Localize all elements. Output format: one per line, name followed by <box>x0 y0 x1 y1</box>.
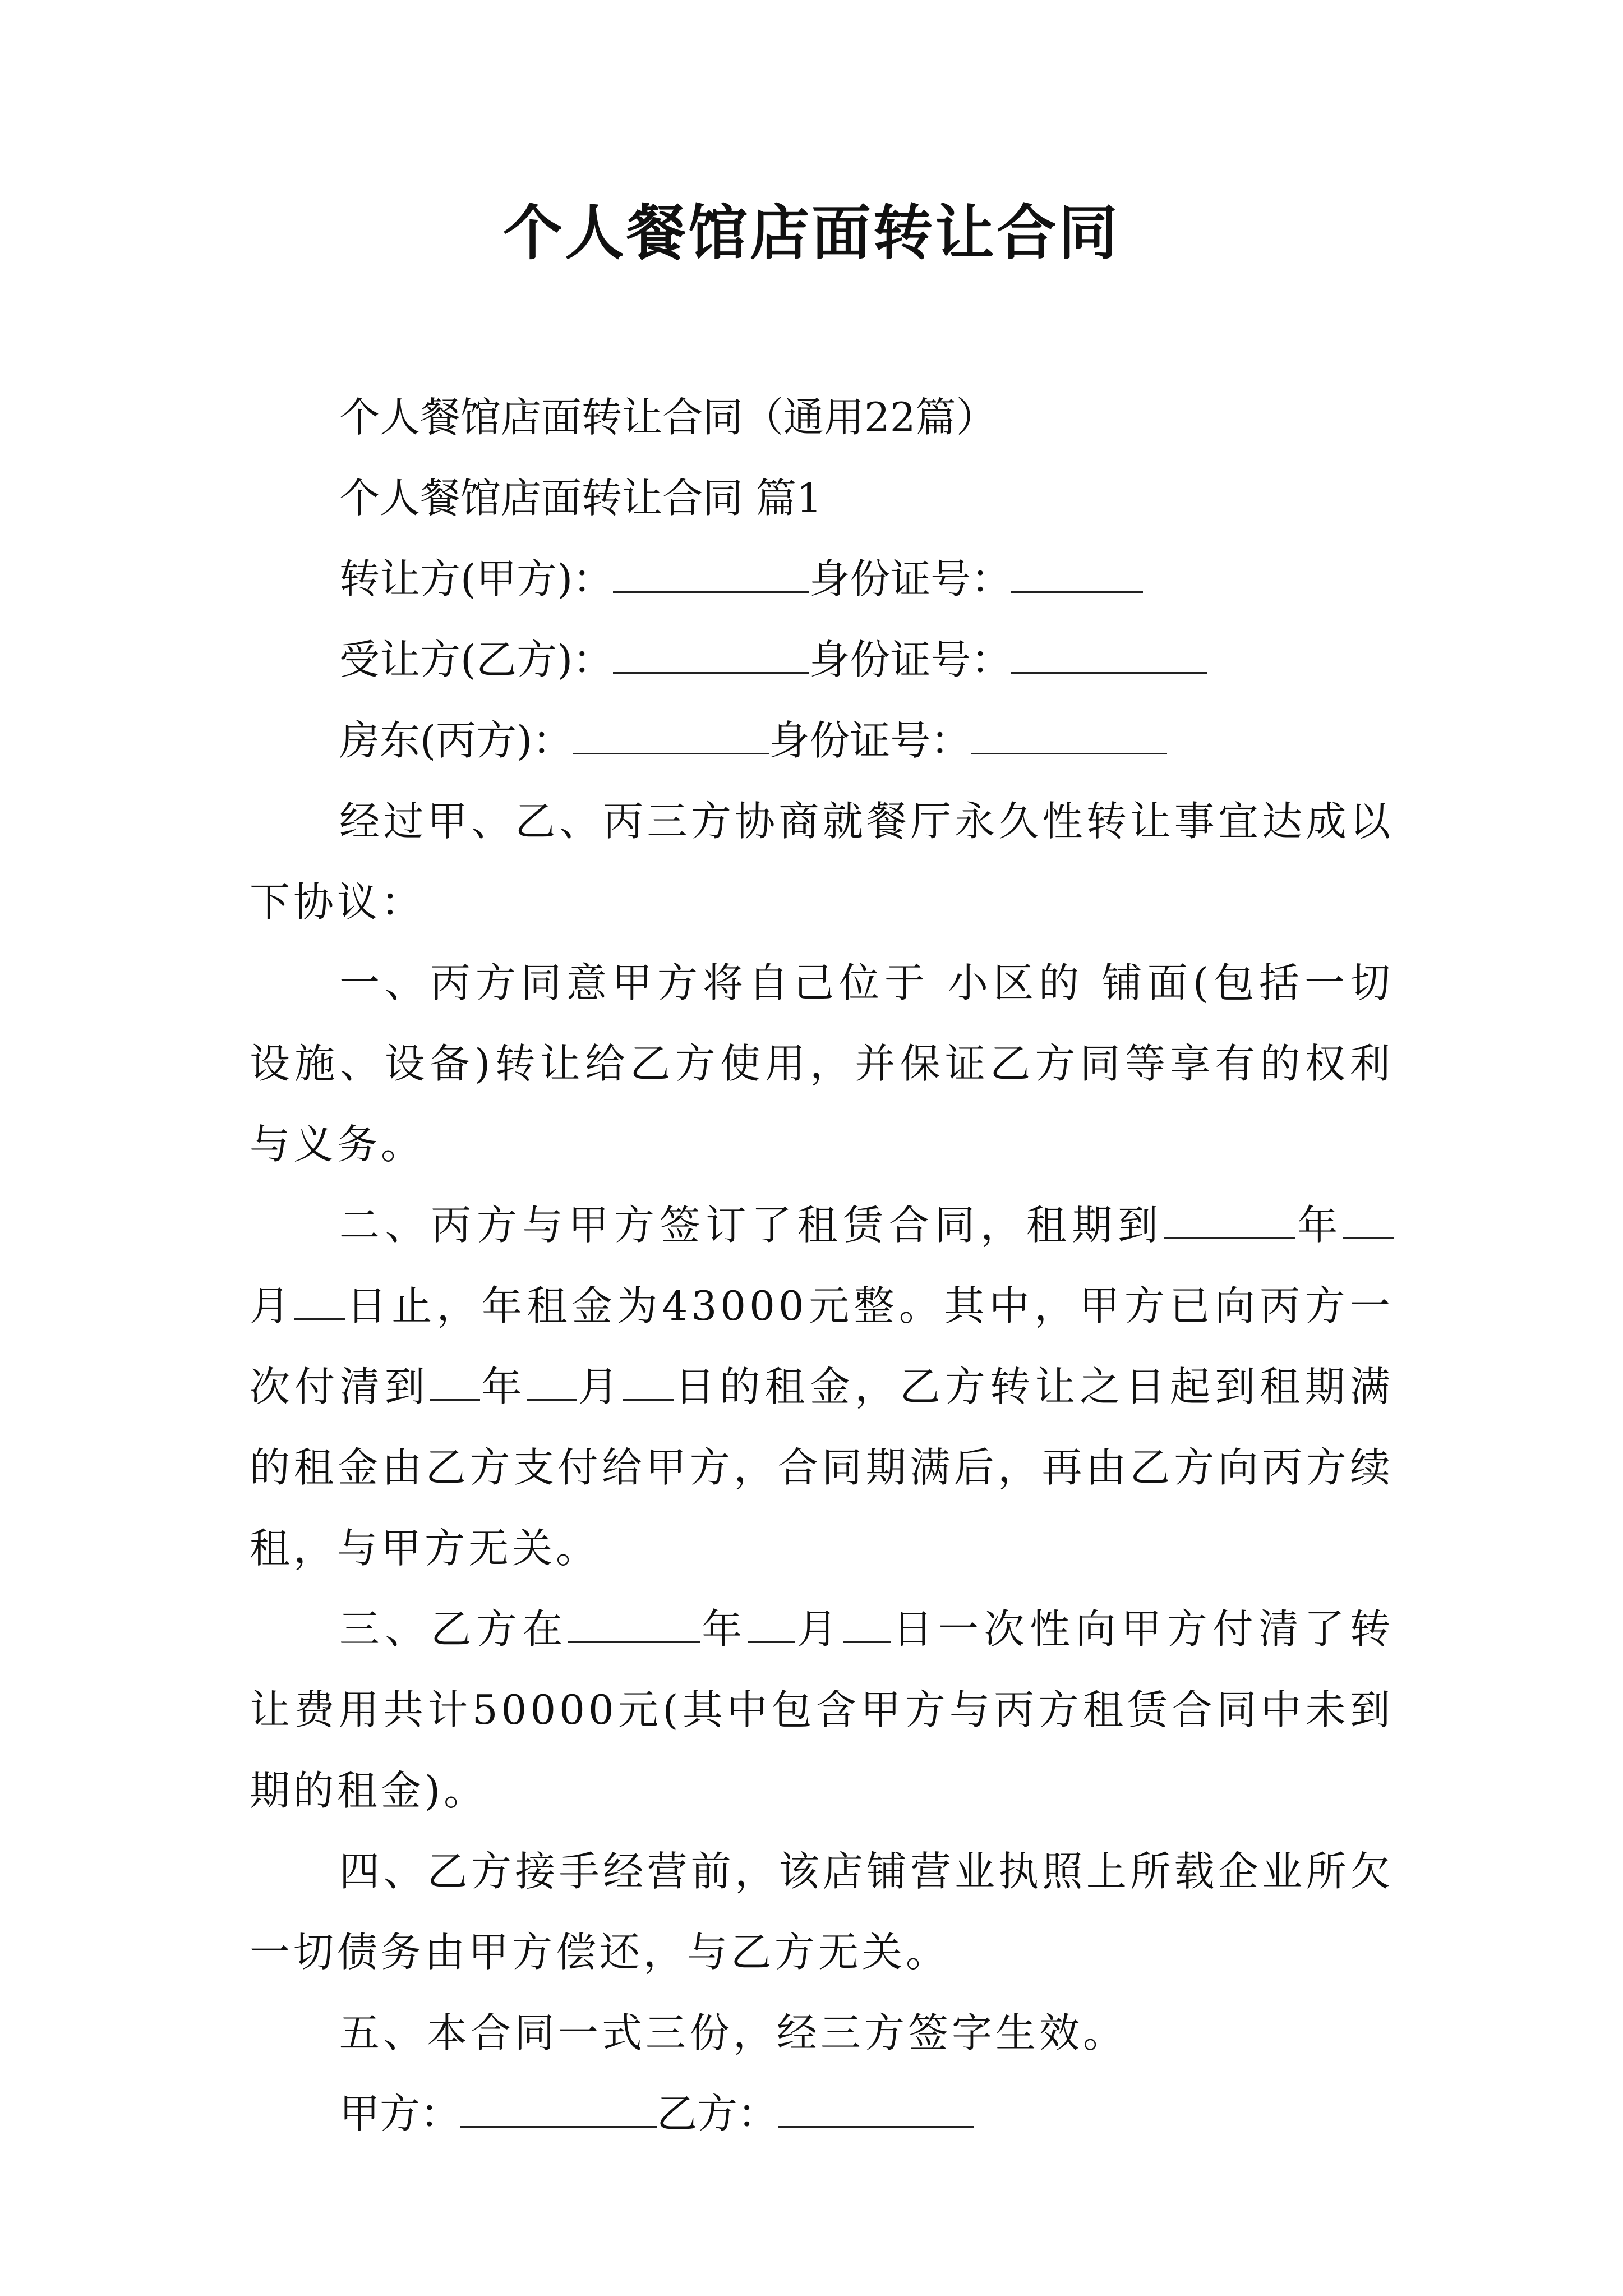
id-label: 身份证号： <box>809 555 1012 602</box>
clause-2 <box>250 1185 1394 1589</box>
clause-2-text-a: 二、丙方与甲方签订了租赁合同，租期到 <box>339 1202 1164 1249</box>
party-b-signature-blank <box>778 2092 974 2128</box>
day-label: 日 <box>890 1605 939 1653</box>
transferee-name-blank <box>613 638 809 674</box>
year-label: 年 <box>480 1363 527 1410</box>
party-a-signature-blank <box>460 2092 657 2128</box>
intro-paragraph: 经过甲、乙、丙三方协商就餐厅永久性转让事宜达成以下协议： <box>250 798 1394 926</box>
lease-end-month-blank <box>1343 1204 1394 1239</box>
document-title: 个人餐馆店面转让合同 <box>503 197 1120 268</box>
clause-4: 四、乙方接手经营前，该店铺营业执照上所载企业所欠一切债务由甲方偿还，与乙方无关。 <box>250 1848 1394 1976</box>
landlord-line <box>250 700 1394 781</box>
year-label: 年 <box>1295 1202 1343 1249</box>
transferor-name-blank <box>613 558 809 593</box>
id-label: 身份证号： <box>809 636 1012 683</box>
party-b-signature-label: 乙方： <box>657 2090 778 2137</box>
payment-day-blank <box>843 1608 891 1643</box>
landlord-name-blank <box>573 719 769 754</box>
month-label: 月 <box>577 1363 623 1410</box>
transferee-label: 受让方(乙方)： <box>339 636 614 683</box>
transferee-line <box>250 619 1394 700</box>
id-label: 身份证号： <box>769 717 971 764</box>
year-label: 年 <box>699 1605 748 1653</box>
transferor-id-blank <box>1011 558 1143 593</box>
clause-3-text-a: 三、乙方在 <box>339 1605 568 1653</box>
lease-end-day-blank <box>294 1285 345 1320</box>
clause-2-text-c: 日的租金，乙方转让之日起到租期满的租金由乙方支付给甲方，合同期满后，再由乙方向丙方续租，与甲方无关。 <box>250 1363 1394 1572</box>
clause-1: 一、丙方同意甲方将自己位于 小区的 铺面(包括一切设施、设备)转让给乙方使用，并保证乙方同等享有的权利与义务。 <box>250 959 1394 1168</box>
clause-3-text-b: 一次性向甲方付清了转让费用共计50000元(其中包含甲方与丙方租赁合同中未到期的租金)。 <box>250 1605 1394 1814</box>
paid-month-blank <box>527 1365 577 1401</box>
document-body <box>250 377 1394 2154</box>
paid-year-blank <box>430 1365 480 1401</box>
clause-3 <box>250 1589 1394 1831</box>
clause-2-text-b: 日止，年租金为43000元整。其中，甲方已向丙方一次付清到 <box>250 1282 1394 1410</box>
transferor-line <box>250 539 1394 619</box>
landlord-label: 房东(丙方)： <box>339 717 573 764</box>
signature-line <box>250 2073 1394 2154</box>
lease-end-year-blank <box>1164 1204 1295 1239</box>
payment-month-blank <box>748 1608 795 1643</box>
paid-day-blank <box>623 1365 674 1401</box>
section-heading: 个人餐馆店面转让合同 篇1 <box>339 475 822 522</box>
landlord-id-blank <box>971 719 1167 754</box>
month-label: 月 <box>795 1605 843 1653</box>
subtitle: 个人餐馆店面转让合同（通用22篇） <box>339 394 997 441</box>
clause-5: 五、本合同一式三份，经三方签字生效。 <box>339 2009 1127 2056</box>
month-label: 月 <box>250 1282 295 1329</box>
transferee-id-blank <box>1011 638 1207 674</box>
transferor-label: 转让方(甲方)： <box>339 555 614 602</box>
party-a-signature-label: 甲方： <box>339 2090 461 2137</box>
payment-year-blank <box>568 1608 700 1643</box>
